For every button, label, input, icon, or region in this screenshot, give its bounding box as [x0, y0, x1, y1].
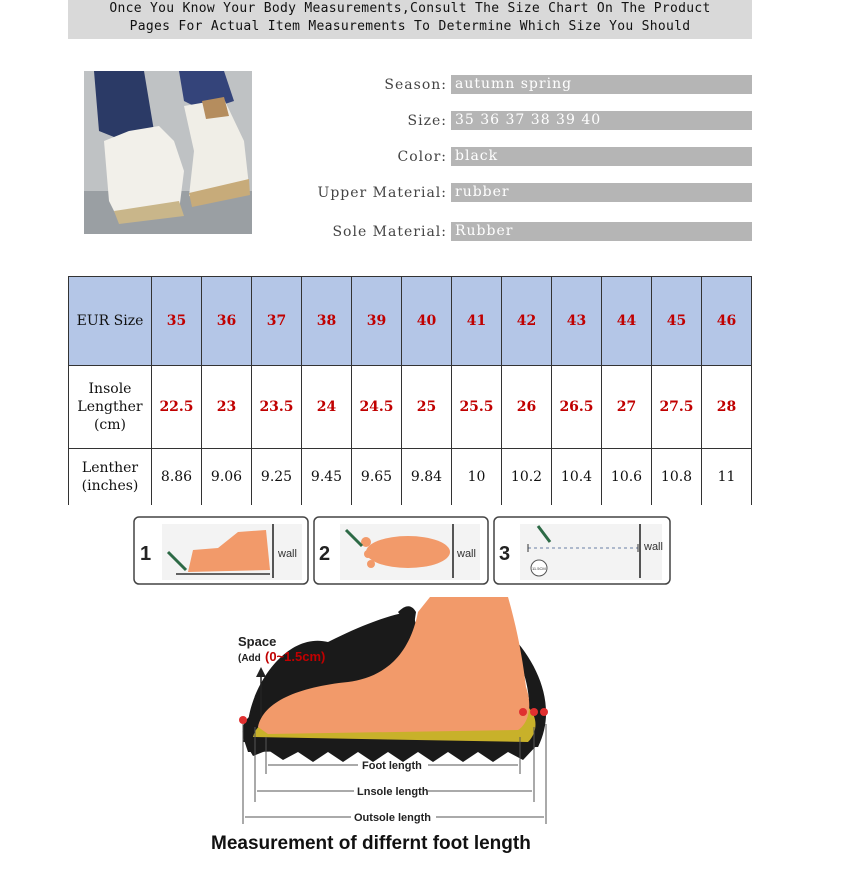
outsole-length-label: Outsole length: [354, 812, 431, 824]
eur-size-cell: 44: [602, 277, 652, 366]
inches-cell: 10.4: [552, 449, 602, 506]
insole-length-header: [69, 366, 152, 449]
eur-size-cell: 37: [252, 277, 302, 366]
eur-size-cell: 40: [402, 277, 452, 366]
table-row: [69, 366, 752, 449]
shoe-illustration: [84, 71, 252, 234]
eur-size-cell: 46: [702, 277, 752, 366]
insole-cm-cell: 25: [402, 366, 452, 449]
spec-upper-value: rubber: [451, 183, 752, 202]
table-row: [69, 277, 752, 366]
wall-label: wall: [644, 541, 663, 553]
inches-cell: 9.06: [202, 449, 252, 506]
measurement-diagram-svg: [68, 512, 752, 867]
inches-cell: 10: [452, 449, 502, 506]
inches-cell: 10.8: [652, 449, 702, 506]
insole-cm-cell: 28: [702, 366, 752, 449]
insole-cm-cell: 24.5: [352, 366, 402, 449]
insole-cm-cell: 27: [602, 366, 652, 449]
step-panel-1: [134, 517, 308, 584]
spec-size-value: 35 36 37 38 39 40: [451, 111, 752, 130]
wall-label: wall: [457, 548, 476, 560]
eur-size-cell: 42: [502, 277, 552, 366]
inches-cell: 8.86: [152, 449, 202, 506]
wall-label: wall: [278, 548, 297, 560]
insole-cm-cell: 25.5: [452, 366, 502, 449]
insole-cm-cell: 24: [302, 366, 352, 449]
eur-size-cell: 43: [552, 277, 602, 366]
step-panel-2: [314, 517, 488, 584]
eur-size-header: EUR Size: [69, 277, 152, 366]
spec-season-label: Season:: [384, 77, 447, 93]
product-photo: [84, 71, 252, 234]
inches-header: [69, 449, 152, 506]
step-number: 2: [319, 543, 331, 565]
eur-size-cell: 39: [352, 277, 402, 366]
insole-cm-cell: 27.5: [652, 366, 702, 449]
foot-length-label: Foot length: [362, 760, 422, 772]
ruler-mark: 11.5CM: [532, 566, 546, 571]
insole-length-label: Lnsole length: [357, 786, 429, 798]
inches-cell: 9.25: [252, 449, 302, 506]
eur-size-cell: 38: [302, 277, 352, 366]
table-row: [69, 449, 752, 506]
inches-cell: 10.2: [502, 449, 552, 506]
diagram-caption: Measurement of differnt foot length: [211, 833, 531, 854]
banner-line-1: Once You Know Your Body Measurements,Consult The Size Chart On The Product: [109, 1, 711, 16]
insole-header-line: Lengther: [77, 399, 143, 415]
banner-line-2: Pages For Actual Item Measurements To Determine Which Size You Should: [129, 19, 691, 34]
insole-cm-cell: 26: [502, 366, 552, 449]
inches-cell: 9.45: [302, 449, 352, 506]
header-banner: [68, 0, 752, 39]
space-label: Space: [238, 634, 277, 649]
measurement-diagram: [68, 512, 752, 867]
eur-size-cell: 45: [652, 277, 702, 366]
shoe-cross-section: [239, 597, 548, 762]
size-chart-table: [68, 276, 752, 505]
add-value: (0~1.5cm): [265, 649, 326, 664]
spec-upper-label: Upper Material:: [317, 185, 447, 201]
insole-cm-cell: 26.5: [552, 366, 602, 449]
eur-size-cell: 35: [152, 277, 202, 366]
inches-cell: 10.6: [602, 449, 652, 506]
insole-header-line: Insole: [88, 381, 132, 397]
eur-size-cell: 36: [202, 277, 252, 366]
step-number: 1: [140, 543, 152, 565]
insole-cm-cell: 23.5: [252, 366, 302, 449]
spec-season-value: autumn spring: [451, 75, 752, 94]
inches-cell: 9.84: [402, 449, 452, 506]
spec-size-label: Size:: [407, 113, 447, 129]
insole-cm-cell: 23: [202, 366, 252, 449]
inches-header-line: Lenther: [81, 460, 139, 476]
spec-sole-value: Rubber: [451, 222, 752, 241]
inches-cell: 9.65: [352, 449, 402, 506]
step-panel-3: [494, 517, 670, 584]
step-number: 3: [499, 543, 511, 565]
add-prefix: (Add: [238, 653, 261, 664]
spec-sole-label: Sole Material:: [332, 224, 447, 240]
eur-size-cell: 41: [452, 277, 502, 366]
insole-cm-cell: 22.5: [152, 366, 202, 449]
inches-cell: 11: [702, 449, 752, 506]
spec-color-label: Color:: [397, 149, 447, 165]
spec-color-value: black: [451, 147, 752, 166]
insole-header-line: (cm): [93, 417, 127, 433]
inches-header-line: (inches): [81, 478, 139, 494]
